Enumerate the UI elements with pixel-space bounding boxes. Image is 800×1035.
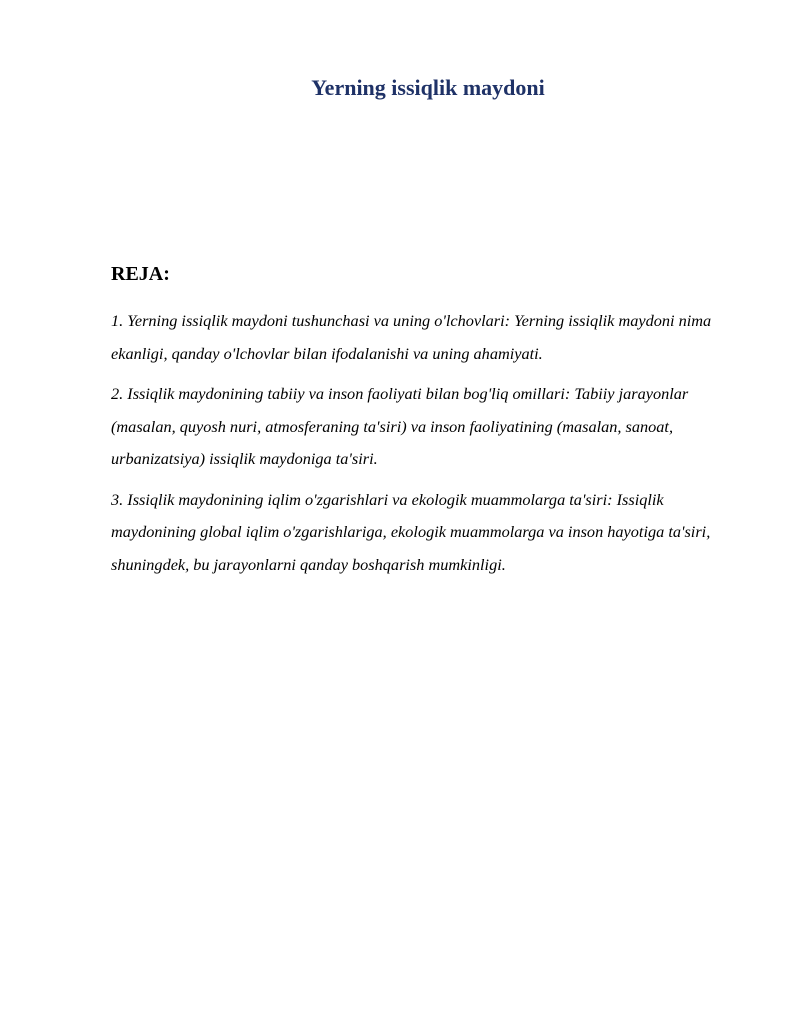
plan-item: 3. Issiqlik maydonining iqlim o'zgarishlari va ekologik muammolarga ta'siri: Issiqlik maydonining global iqlim o'zgarishlariga, ekologik muammolarga va inson hayotiga ta'siri, shuningdek, bu jarayonlarni qanday boshqarish mumkinligi. [111, 489, 711, 574]
plan-item: 2. Issiqlik maydonining tabiiy va inson faoliyati bilan bog'liq omillari: Tabiiy jarayonlar (masalan, quyosh nuri, atmosferaning ta'siri) va inson faoliyatining (masalan, sanoat, urbanizatsiya) issiqlik maydoniga ta'siri. [111, 384, 689, 468]
plan-section [111, 261, 741, 589]
plan-heading: REJA: [111, 263, 170, 285]
plan-list [111, 305, 741, 581]
plan-item: 1. Yerning issiqlik maydoni tushunchasi va uning o'lchovlari: Yerning issiqlik maydoni nima ekanligi, qanday o'lchovlar bilan ifodalanishi va uning ahamiyati. [111, 311, 712, 363]
document-title: Yerning issiqlik maydoni [311, 75, 545, 100]
